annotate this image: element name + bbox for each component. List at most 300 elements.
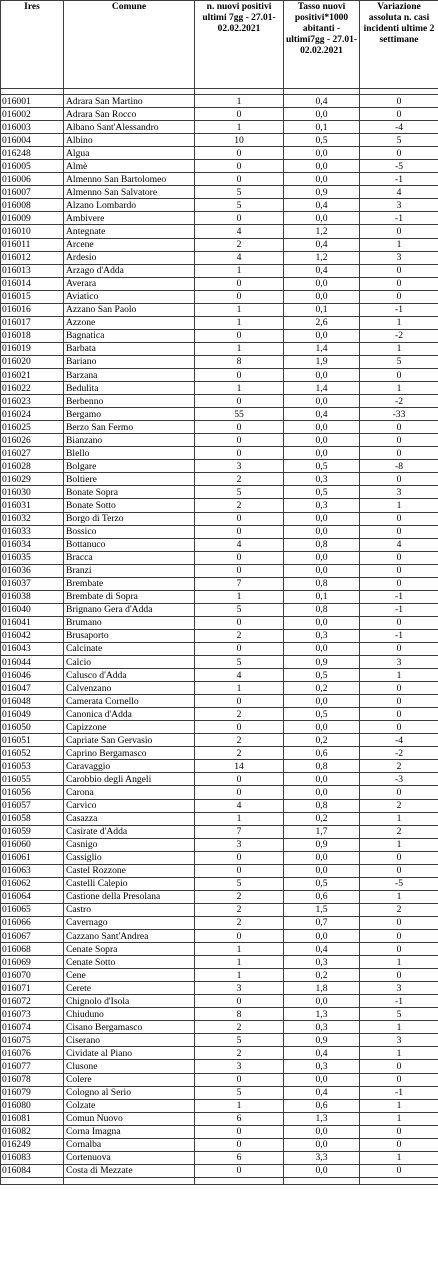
ires-code-cell: 016248	[1, 147, 64, 160]
rate-cell: 0,4	[284, 1047, 360, 1060]
comune-name-cell: Castelli Calepio	[64, 877, 195, 890]
table-row	[1, 199, 438, 212]
new-positives-cell: 0	[195, 368, 284, 381]
table-row	[1, 812, 438, 825]
new-positives-cell: 0	[195, 160, 284, 173]
comune-name-cell: Carvico	[64, 799, 195, 812]
ires-code-cell: 016002	[1, 108, 64, 121]
variation-cell: 1	[360, 1151, 438, 1164]
table-row	[1, 656, 438, 669]
new-positives-cell: 5	[195, 1034, 284, 1047]
table-row	[1, 395, 438, 408]
variation-cell: 0	[360, 916, 438, 929]
table-row	[1, 1086, 438, 1099]
comune-name-cell: Almè	[64, 160, 195, 173]
rate-cell: 0,9	[284, 186, 360, 199]
new-positives-cell: 2	[195, 747, 284, 760]
comune-name-cell: Arzago d'Adda	[64, 264, 195, 277]
rate-cell: 1,4	[284, 382, 360, 395]
comune-name-cell: Brignano Gera d'Adda	[64, 603, 195, 616]
ires-code-cell: 016042	[1, 629, 64, 642]
rate-cell: 0,0	[284, 551, 360, 564]
table-header	[1, 1, 438, 89]
new-positives-cell: 2	[195, 1047, 284, 1060]
new-positives-cell: 2	[195, 473, 284, 486]
table-row	[1, 382, 438, 395]
rate-cell: 0,0	[284, 147, 360, 160]
rate-cell: 0,0	[284, 695, 360, 708]
ires-code-cell: 016047	[1, 682, 64, 695]
ires-code-cell: 016079	[1, 1086, 64, 1099]
ires-code-cell: 016015	[1, 290, 64, 303]
table-row	[1, 251, 438, 264]
new-positives-cell: 0	[195, 1164, 284, 1177]
new-positives-cell: 2	[195, 499, 284, 512]
table-row	[1, 238, 438, 251]
table-row	[1, 773, 438, 786]
table-row	[1, 825, 438, 838]
variation-cell: -1	[360, 590, 438, 603]
new-positives-cell: 2	[195, 1021, 284, 1034]
ires-code-cell: 016081	[1, 1112, 64, 1125]
new-positives-cell: 1	[195, 342, 284, 355]
table-row	[1, 682, 438, 695]
new-positives-cell: 0	[195, 1125, 284, 1138]
comune-name-cell: Alzano Lombardo	[64, 199, 195, 212]
ires-code-cell: 016071	[1, 982, 64, 995]
new-positives-cell: 0	[195, 290, 284, 303]
rate-cell: 0,4	[284, 1086, 360, 1099]
variation-cell: 0	[360, 147, 438, 160]
table-row	[1, 577, 438, 590]
ires-code-cell: 016005	[1, 160, 64, 173]
variation-cell: -5	[360, 877, 438, 890]
table-row	[1, 108, 438, 121]
ires-code-cell: 016009	[1, 212, 64, 225]
comune-name-cell: Averara	[64, 277, 195, 290]
variation-cell: -2	[360, 747, 438, 760]
comune-name-cell: Casnigo	[64, 838, 195, 851]
table-row	[1, 225, 438, 238]
rate-cell: 0,0	[284, 786, 360, 799]
table-row	[1, 1060, 438, 1073]
rate-cell: 0,8	[284, 799, 360, 812]
variation-cell: 3	[360, 486, 438, 499]
table-row	[1, 930, 438, 943]
ires-code-cell: 016084	[1, 1164, 64, 1177]
comune-name-cell: Ardesio	[64, 251, 195, 264]
variation-cell: 0	[360, 616, 438, 629]
ires-code-cell: 016059	[1, 825, 64, 838]
variation-cell: -1	[360, 995, 438, 1008]
comune-name-cell: Bagnatica	[64, 329, 195, 342]
variation-cell: 0	[360, 368, 438, 381]
rate-cell: 0,9	[284, 838, 360, 851]
new-positives-cell: 0	[195, 525, 284, 538]
ires-code-cell: 016077	[1, 1060, 64, 1073]
table-row	[1, 538, 438, 551]
rate-cell: 0,2	[284, 734, 360, 747]
comune-name-cell: Berzo San Fermo	[64, 421, 195, 434]
table-row	[1, 916, 438, 929]
variation-cell: 1	[360, 812, 438, 825]
variation-cell: 0	[360, 564, 438, 577]
variation-cell: 1	[360, 956, 438, 969]
new-positives-cell: 6	[195, 1151, 284, 1164]
ires-code-cell: 016035	[1, 551, 64, 564]
comune-name-cell: Azzano San Paolo	[64, 303, 195, 316]
new-positives-cell: 2	[195, 629, 284, 642]
rate-cell: 0,0	[284, 421, 360, 434]
rate-cell: 0,2	[284, 682, 360, 695]
new-positives-cell: 2	[195, 916, 284, 929]
rate-cell: 0,0	[284, 1138, 360, 1151]
new-positives-cell: 6	[195, 1112, 284, 1125]
header-comune: Comune	[64, 1, 195, 89]
comune-name-cell: Bracca	[64, 551, 195, 564]
new-positives-cell: 1	[195, 682, 284, 695]
comune-name-cell: Canonica d'Adda	[64, 708, 195, 721]
comune-name-cell: Brusaporto	[64, 629, 195, 642]
ires-code-cell: 016022	[1, 382, 64, 395]
ires-code-cell: 016076	[1, 1047, 64, 1060]
variation-cell: 2	[360, 760, 438, 773]
rate-cell: 0,0	[284, 434, 360, 447]
table-row	[1, 943, 438, 956]
rate-cell: 0,5	[284, 486, 360, 499]
header-rate-per-1000: Tasso nuovi positivi*1000 abitanti - ultimi7gg - 27.01-02.02.2021	[284, 1, 360, 89]
variation-cell: 0	[360, 447, 438, 460]
new-positives-cell: 1	[195, 943, 284, 956]
comune-name-cell: Chignolo d'Isola	[64, 995, 195, 1008]
rate-cell: 0,8	[284, 603, 360, 616]
rate-cell: 0,6	[284, 890, 360, 903]
ires-code-cell: 016014	[1, 277, 64, 290]
ires-code-cell: 016011	[1, 238, 64, 251]
rate-cell: 1,9	[284, 355, 360, 368]
comune-name-cell: Bolgare	[64, 460, 195, 473]
comune-name-cell: Colzate	[64, 1099, 195, 1112]
ires-code-cell: 016019	[1, 342, 64, 355]
rate-cell: 3,3	[284, 1151, 360, 1164]
new-positives-cell: 4	[195, 799, 284, 812]
rate-cell: 0,4	[284, 264, 360, 277]
variation-cell: 0	[360, 290, 438, 303]
comune-name-cell: Capizzone	[64, 721, 195, 734]
rate-cell: 0,0	[284, 930, 360, 943]
variation-cell: 3	[360, 251, 438, 264]
new-positives-cell: 0	[195, 1073, 284, 1086]
ires-code-cell: 016053	[1, 760, 64, 773]
ires-code-cell: 016033	[1, 525, 64, 538]
table-row	[1, 956, 438, 969]
comune-name-cell: Cassiglio	[64, 851, 195, 864]
comune-name-cell: Brembate	[64, 577, 195, 590]
comune-name-cell: Cividate al Piano	[64, 1047, 195, 1060]
new-positives-cell: 0	[195, 277, 284, 290]
comune-name-cell: Casazza	[64, 812, 195, 825]
table-row	[1, 1164, 438, 1177]
comune-name-cell: Bonate Sotto	[64, 499, 195, 512]
header-new-positives: n. nuovi positivi ultimi 7gg - 27.01-02.02.2021	[195, 1, 284, 89]
comune-name-cell: Almenno San Bartolomeo	[64, 173, 195, 186]
ires-code-cell: 016008	[1, 199, 64, 212]
variation-cell: -33	[360, 408, 438, 421]
variation-cell: 2	[360, 825, 438, 838]
variation-cell: 0	[360, 1125, 438, 1138]
table-row	[1, 747, 438, 760]
new-positives-cell: 0	[195, 434, 284, 447]
variation-cell: -1	[360, 629, 438, 642]
new-positives-cell: 0	[195, 329, 284, 342]
ires-code-cell: 016028	[1, 460, 64, 473]
new-positives-cell: 3	[195, 982, 284, 995]
new-positives-cell: 0	[195, 616, 284, 629]
ires-code-cell: 016010	[1, 225, 64, 238]
ires-code-cell: 016082	[1, 1125, 64, 1138]
comune-name-cell: Camerata Cornello	[64, 695, 195, 708]
rate-cell: 0,4	[284, 199, 360, 212]
new-positives-cell: 1	[195, 382, 284, 395]
rate-cell: 1,3	[284, 1008, 360, 1021]
rate-cell: 0,0	[284, 995, 360, 1008]
rate-cell: 1,7	[284, 825, 360, 838]
new-positives-cell: 1	[195, 264, 284, 277]
new-positives-cell: 1	[195, 121, 284, 134]
comune-name-cell: Cazzano Sant'Andrea	[64, 930, 195, 943]
comune-name-cell: Calcinate	[64, 642, 195, 655]
rate-cell: 0,7	[284, 916, 360, 929]
variation-cell: 0	[360, 969, 438, 982]
ires-code-cell: 016058	[1, 812, 64, 825]
rate-cell: 0,0	[284, 616, 360, 629]
new-positives-cell: 5	[195, 877, 284, 890]
ires-code-cell: 016027	[1, 447, 64, 460]
comune-name-cell: Corna Imagna	[64, 1125, 195, 1138]
variation-cell: 0	[360, 525, 438, 538]
ires-code-cell: 016026	[1, 434, 64, 447]
ires-code-cell: 016034	[1, 538, 64, 551]
comune-name-cell: Cortenuova	[64, 1151, 195, 1164]
new-positives-cell: 10	[195, 134, 284, 147]
new-positives-cell: 5	[195, 186, 284, 199]
new-positives-cell: 0	[195, 147, 284, 160]
variation-cell: 0	[360, 421, 438, 434]
ires-code-cell: 016062	[1, 877, 64, 890]
table-row	[1, 499, 438, 512]
variation-cell: -4	[360, 734, 438, 747]
variation-cell: 4	[360, 186, 438, 199]
ires-code-cell: 016064	[1, 890, 64, 903]
variation-cell: 0	[360, 786, 438, 799]
variation-cell: 3	[360, 656, 438, 669]
comune-name-cell: Casirate d'Adda	[64, 825, 195, 838]
comune-name-cell: Algua	[64, 147, 195, 160]
new-positives-cell: 0	[195, 173, 284, 186]
ires-code-cell: 016016	[1, 303, 64, 316]
ires-code-cell: 016044	[1, 656, 64, 669]
ires-code-cell: 016049	[1, 708, 64, 721]
ires-code-cell: 016069	[1, 956, 64, 969]
table-row	[1, 342, 438, 355]
variation-cell: 0	[360, 95, 438, 108]
ires-code-cell: 016072	[1, 995, 64, 1008]
variation-cell: 1	[360, 499, 438, 512]
comune-name-cell: Albano Sant'Alessandro	[64, 121, 195, 134]
variation-cell: 2	[360, 903, 438, 916]
new-positives-cell: 0	[195, 212, 284, 225]
header-ires: Ires	[1, 1, 64, 89]
table-row	[1, 1073, 438, 1086]
ires-code-cell: 016040	[1, 603, 64, 616]
new-positives-cell: 2	[195, 903, 284, 916]
variation-cell: 0	[360, 277, 438, 290]
variation-cell: 0	[360, 264, 438, 277]
comune-name-cell: Calcio	[64, 656, 195, 669]
variation-cell: 0	[360, 225, 438, 238]
ires-code-cell: 016018	[1, 329, 64, 342]
comune-name-cell: Boltiere	[64, 473, 195, 486]
variation-cell: -4	[360, 121, 438, 134]
comune-name-cell: Calusco d'Adda	[64, 669, 195, 682]
ires-code-cell: 016017	[1, 316, 64, 329]
rate-cell: 0,0	[284, 864, 360, 877]
variation-cell: 5	[360, 134, 438, 147]
rate-cell: 0,5	[284, 669, 360, 682]
table-row	[1, 721, 438, 734]
variation-cell: 5	[360, 355, 438, 368]
variation-cell: -1	[360, 1086, 438, 1099]
ires-code-cell: 016055	[1, 773, 64, 786]
variation-cell: -5	[360, 160, 438, 173]
rate-cell: 1,5	[284, 903, 360, 916]
new-positives-cell: 2	[195, 734, 284, 747]
ires-code-cell: 016249	[1, 1138, 64, 1151]
comune-name-cell: Ciserano	[64, 1034, 195, 1047]
table-row	[1, 642, 438, 655]
variation-cell: 0	[360, 1138, 438, 1151]
ires-code-cell: 016056	[1, 786, 64, 799]
table-row	[1, 760, 438, 773]
new-positives-cell: 4	[195, 225, 284, 238]
new-positives-cell: 1	[195, 303, 284, 316]
rate-cell: 0,4	[284, 95, 360, 108]
comune-name-cell: Capriate San Gervasio	[64, 734, 195, 747]
table-row	[1, 590, 438, 603]
rate-cell: 0,0	[284, 851, 360, 864]
variation-cell: 0	[360, 930, 438, 943]
ires-code-cell: 016073	[1, 1008, 64, 1021]
rate-cell: 0,8	[284, 577, 360, 590]
variation-cell: -3	[360, 773, 438, 786]
new-positives-cell: 0	[195, 447, 284, 460]
comune-name-cell: Cenate Sopra	[64, 943, 195, 956]
ires-code-cell: 016023	[1, 395, 64, 408]
ires-code-cell: 016041	[1, 616, 64, 629]
ires-code-cell: 016052	[1, 747, 64, 760]
table-row	[1, 316, 438, 329]
variation-cell: 1	[360, 1099, 438, 1112]
comune-name-cell: Cologno al Serio	[64, 1086, 195, 1099]
table-row	[1, 486, 438, 499]
table-row	[1, 186, 438, 199]
variation-cell: -8	[360, 460, 438, 473]
comune-name-cell: Cene	[64, 969, 195, 982]
new-positives-cell: 1	[195, 812, 284, 825]
ires-code-cell: 016050	[1, 721, 64, 734]
new-positives-cell: 0	[195, 851, 284, 864]
rate-cell: 0,0	[284, 642, 360, 655]
variation-cell: 0	[360, 473, 438, 486]
ires-code-cell: 016075	[1, 1034, 64, 1047]
ires-code-cell: 016065	[1, 903, 64, 916]
ires-code-cell: 016051	[1, 734, 64, 747]
comune-name-cell: Bianzano	[64, 434, 195, 447]
ires-code-cell: 016046	[1, 669, 64, 682]
new-positives-cell: 0	[195, 512, 284, 525]
rate-cell: 0,3	[284, 473, 360, 486]
new-positives-cell: 3	[195, 838, 284, 851]
table-row	[1, 121, 438, 134]
table-row	[1, 603, 438, 616]
table-row	[1, 877, 438, 890]
rate-cell: 0,9	[284, 1034, 360, 1047]
table-row	[1, 969, 438, 982]
table-row	[1, 1138, 438, 1151]
rate-cell: 0,0	[284, 721, 360, 734]
rate-cell: 0,4	[284, 238, 360, 251]
rate-cell: 0,0	[284, 1164, 360, 1177]
table-row	[1, 1151, 438, 1164]
table-row	[1, 1021, 438, 1034]
new-positives-cell: 1	[195, 956, 284, 969]
rate-cell: 1,3	[284, 1112, 360, 1125]
comune-name-cell: Castione della Presolana	[64, 890, 195, 903]
table-row	[1, 799, 438, 812]
new-positives-cell: 4	[195, 538, 284, 551]
comune-name-cell: Bedulita	[64, 382, 195, 395]
table-row	[1, 355, 438, 368]
table-row	[1, 838, 438, 851]
table-row	[1, 1047, 438, 1060]
variation-cell: 1	[360, 669, 438, 682]
comune-name-cell: Antegnate	[64, 225, 195, 238]
rate-cell: 0,0	[284, 512, 360, 525]
variation-cell: 1	[360, 238, 438, 251]
table-body	[1, 89, 438, 1185]
variation-cell: 0	[360, 943, 438, 956]
ires-code-cell: 016030	[1, 486, 64, 499]
comune-name-cell: Branzi	[64, 564, 195, 577]
rate-cell: 1,2	[284, 225, 360, 238]
comune-name-cell: Brumano	[64, 616, 195, 629]
comune-name-cell: Clusone	[64, 1060, 195, 1073]
rate-cell: 0,0	[284, 525, 360, 538]
new-positives-cell: 0	[195, 773, 284, 786]
new-positives-cell: 4	[195, 669, 284, 682]
new-positives-cell: 2	[195, 708, 284, 721]
table-row	[1, 212, 438, 225]
table-row	[1, 1034, 438, 1047]
variation-cell: 0	[360, 851, 438, 864]
ires-code-cell: 016006	[1, 173, 64, 186]
table-row	[1, 903, 438, 916]
new-positives-cell: 1	[195, 1099, 284, 1112]
rate-cell: 0,4	[284, 408, 360, 421]
rate-cell: 0,0	[284, 212, 360, 225]
rate-cell: 1,8	[284, 982, 360, 995]
variation-cell: 1	[360, 342, 438, 355]
